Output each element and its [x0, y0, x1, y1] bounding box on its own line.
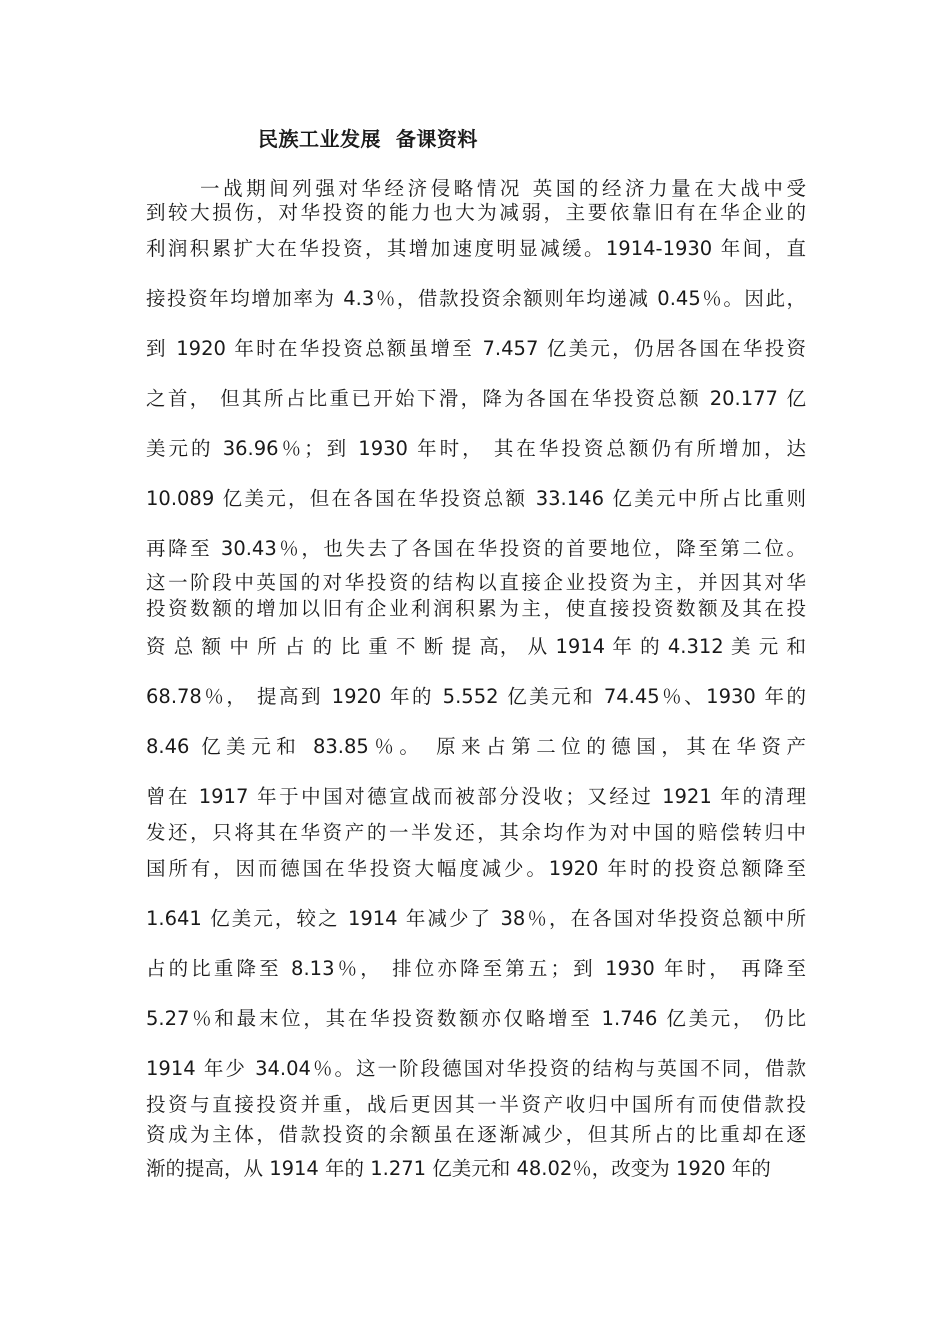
paragraph-line-23: 资成为主体，借款投资的余额虽在逐渐减少，但其所占的比重却在逐 [146, 1123, 806, 1146]
paragraph-line-14: 8.46 亿美元和 83.85％。 原来占第二位的德国，其在华资产 [146, 735, 806, 758]
paragraph-line-20: 5.27％和最末位，其在华投资数额亦仅略增至 1.746 亿美元， 仍比 [146, 1007, 806, 1030]
paragraph-line-16: 发还，只将其在华资产的一半发还，其余均作为对中国的赔偿转归中 [146, 821, 806, 844]
paragraph-line-8: 10.089 亿美元，但在各国在华投资总额 33.146 亿美元中所占比重则 [146, 487, 806, 510]
paragraph-line-22: 投资与直接投资并重，战后更因其一半资产收归中国所有而使借款投 [146, 1093, 806, 1116]
paragraph-line-13: 68.78％， 提高到 1920 年的 5.552 亿美元和 74.45％、1930 年的 [146, 685, 806, 708]
paragraph-line-15: 曾在 1917 年于中国对德宣战而被部分没收；又经过 1921 年的清理 [146, 785, 806, 808]
paragraph-line-9: 再降至 30.43％，也失去了各国在华投资的首要地位，降至第二位。 [146, 537, 806, 560]
paragraph-line-17: 国所有，因而德国在华投资大幅度减少。1920 年时的投资总额降至 [146, 857, 806, 880]
paragraph-line-3: 利润积累扩大在华投资，其增加速度明显减缓。1914-1930 年间，直 [146, 237, 806, 260]
paragraph-line-24: 渐的提高，从 1914 年的 1.271 亿美元和 48.02％，改变为 1920 年的 [146, 1157, 771, 1180]
paragraph-line-7: 美元的 36.96％；到 1930 年时， 其在华投资总额仍有所增加，达 [146, 437, 806, 460]
paragraph-line-4: 接投资年均增加率为 4.3％，借款投资余额则年均递减 0.45％。因此， [146, 287, 806, 310]
paragraph-line-11: 投资数额的增加以旧有企业利润积累为主，使直接投资数额及其在投 [146, 597, 806, 620]
paragraph-line-10: 这一阶段中英国的对华投资的结构以直接企业投资为主，并因其对华 [146, 571, 806, 594]
paragraph-line-5: 到 1920 年时在华投资总额虽增至 7.457 亿美元，仍居各国在华投资 [146, 337, 806, 360]
paragraph-line-2: 到较大损伤，对华投资的能力也大为减弱，主要依靠旧有在华企业的 [146, 201, 806, 224]
paragraph-line-21: 1914 年少 34.04％。这一阶段德国对华投资的结构与英国不同，借款 [146, 1057, 806, 1080]
paragraph-line-12: 资 总 额 中 所 占 的 比 重 不 断 提 高， 从 1914 年 的 4.312 美 元 和 [146, 635, 806, 658]
paragraph-line-19: 占的比重降至 8.13％， 排位亦降至第五；到 1930 年时， 再降至 [146, 957, 806, 980]
paragraph-line-6: 之首， 但其所占比重已开始下滑，降为各国在华投资总额 20.177 亿 [146, 387, 806, 410]
paragraph-line-1: 一战期间列强对华经济侵略情况 英国的经济力量在大战中受 [200, 177, 806, 200]
document-title: 民族工业发展 备课资料 [258, 127, 478, 151]
paragraph-line-18: 1.641 亿美元，较之 1914 年减少了 38％，在各国对华投资总额中所 [146, 907, 806, 930]
